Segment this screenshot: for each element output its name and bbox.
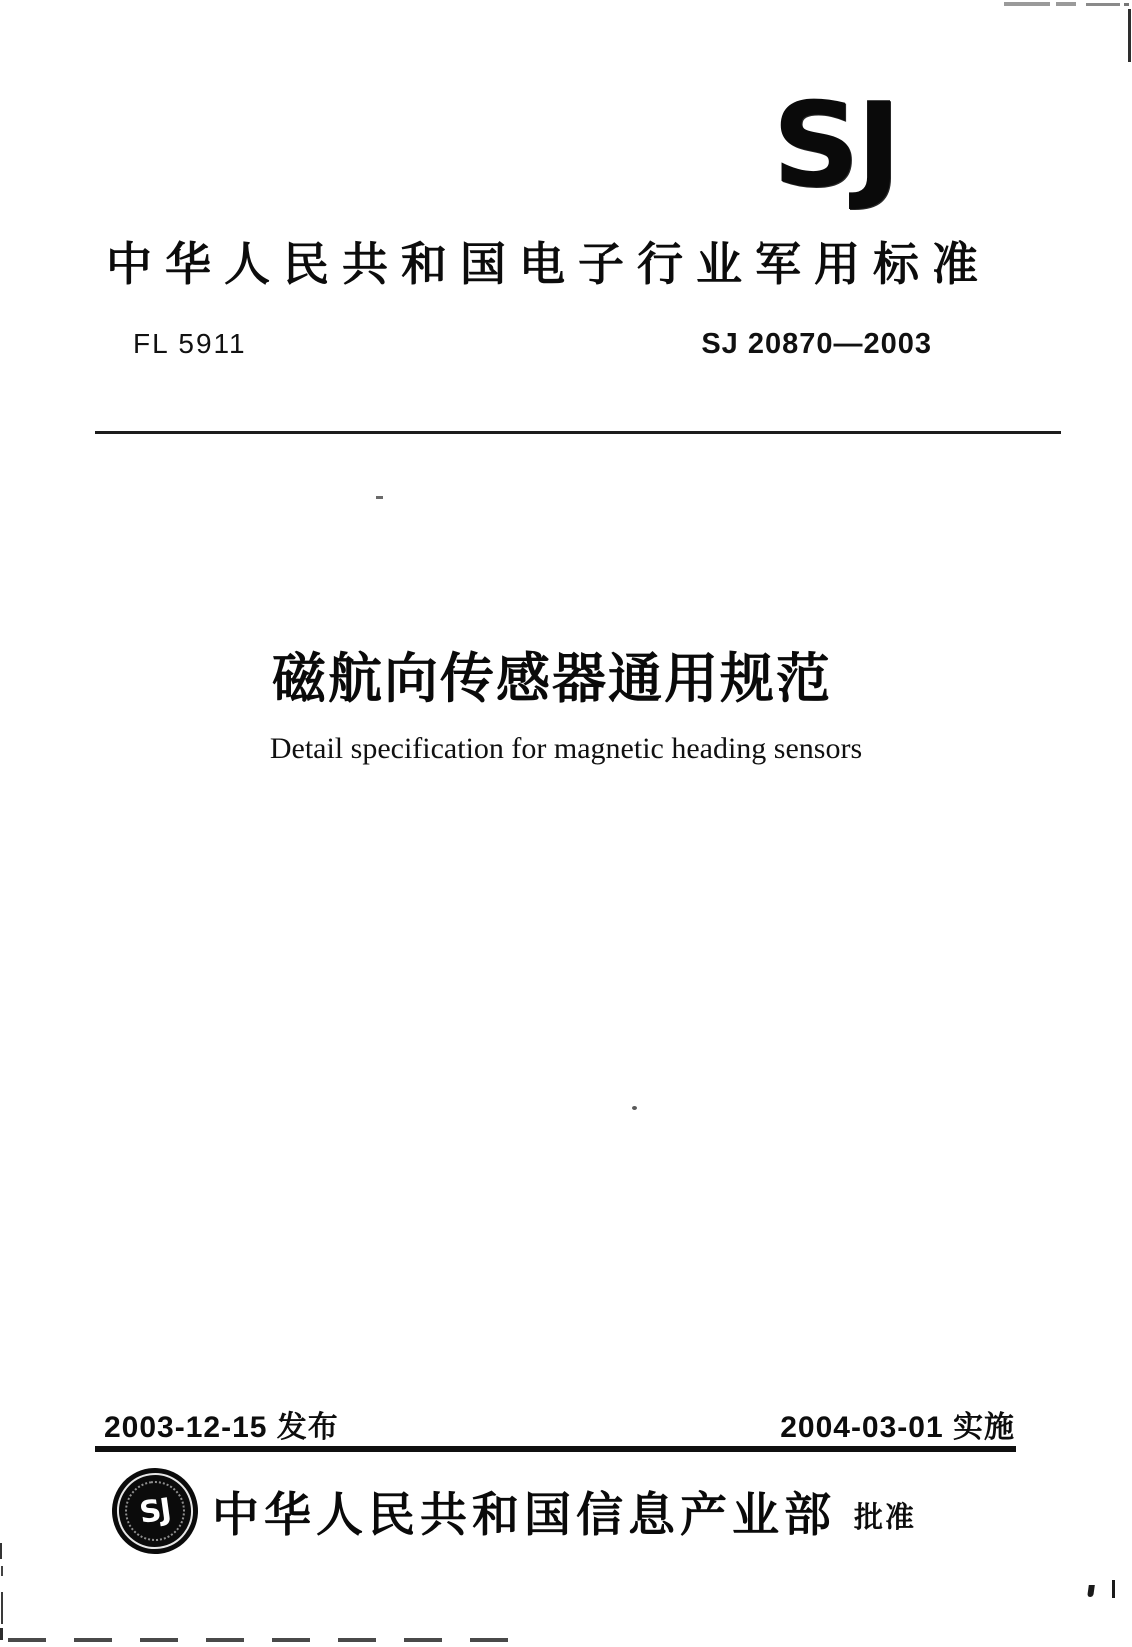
scan-artifact [632, 1106, 637, 1110]
seal-text: SJ [137, 1491, 173, 1531]
scan-artifact [1112, 1580, 1115, 1598]
document-title-english: Detail specification for magnetic heading sensors [269, 732, 863, 765]
sj-standard-logo: SJ [772, 76, 898, 214]
issue-date: 2003-12-15 发布 [104, 1411, 339, 1444]
scan-artifact [1056, 2, 1076, 6]
scan-artifact [1086, 3, 1120, 6]
sj-seal-icon [106, 1462, 203, 1559]
approval-authority-row [112, 1468, 916, 1554]
scan-artifact-bottom-dashes [8, 1638, 528, 1642]
masthead-divider-rule [95, 431, 1061, 434]
scan-artifact [0, 1628, 3, 1640]
scan-artifact [1004, 2, 1050, 6]
scan-artifact [1124, 3, 1129, 6]
scan-artifact [1087, 1585, 1095, 1597]
implement-date: 2004-03-01 实施 [780, 1411, 1015, 1444]
scan-artifact [1128, 9, 1131, 62]
classification-number: FL 5911 [133, 328, 247, 359]
footer-divider-rule [95, 1446, 1016, 1452]
scan-artifact [0, 1543, 2, 1559]
standard-number: SJ 20870—2003 [701, 328, 932, 360]
authority-name: 中华人民共和国信息产业部 [212, 1487, 836, 1541]
scan-artifact [1, 1592, 3, 1624]
approval-label: 批准 [854, 1501, 917, 1534]
standard-type-heading: 中华人民共和国电子行业军用标准 [106, 238, 991, 290]
scan-artifact [376, 496, 383, 499]
document-title-chinese: 磁航向传感器通用规范 [272, 649, 832, 709]
scan-artifact [1, 1566, 3, 1576]
